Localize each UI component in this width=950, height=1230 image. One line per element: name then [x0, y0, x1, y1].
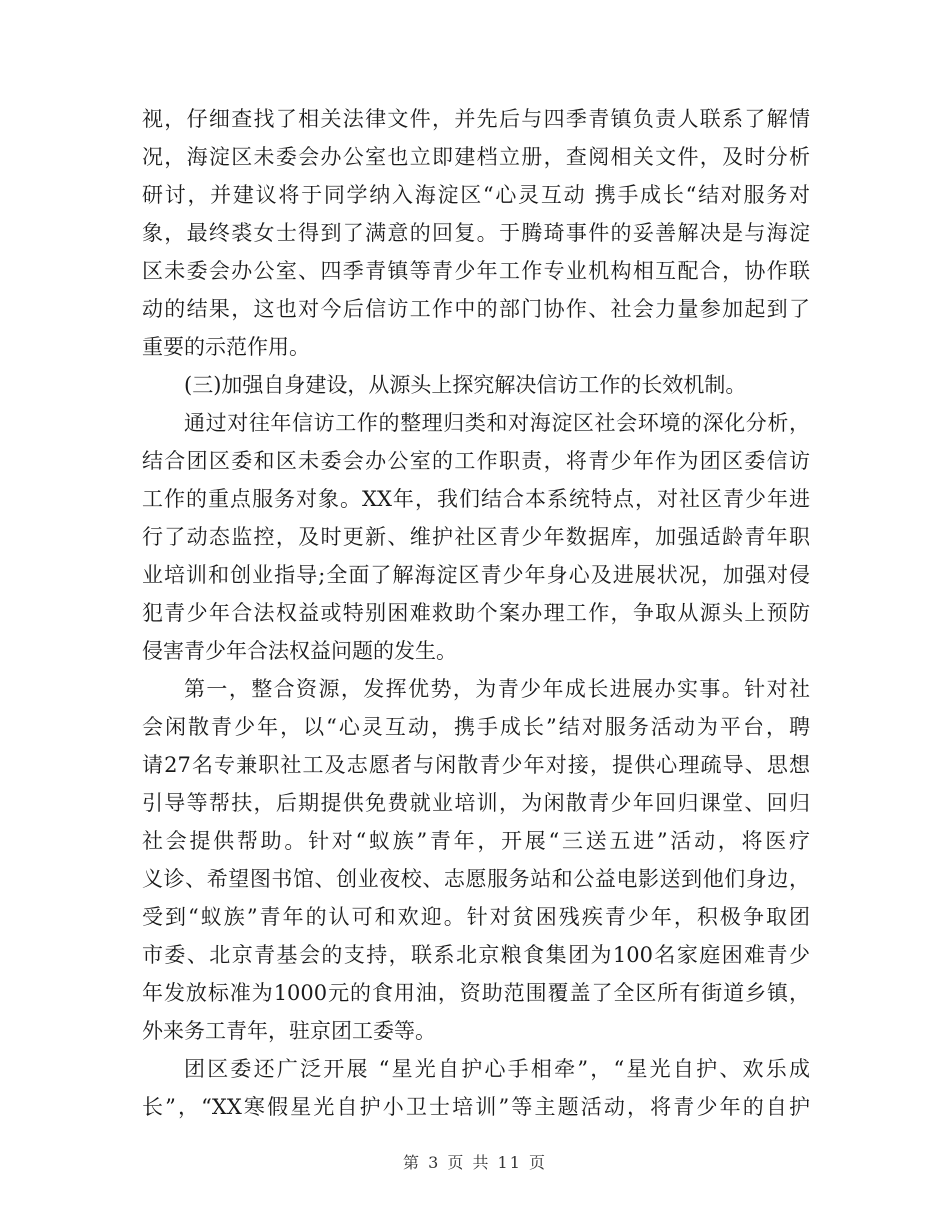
- para-analysis-line: 犯青少年合法权益或特别困难救助个案办理工作，争取从源头上预防: [142, 601, 810, 625]
- para-first-point-line: 年发放标准为1000元的食用油，资助范围覆盖了全区所有街道乡镇，: [142, 981, 810, 1005]
- para-first-point-line: 社会提供帮助。针对“蚁族”青年，开展“三送五进”活动，将医疗: [142, 829, 810, 853]
- para-continuation-line: 视，仔细查找了相关法律文件，并先后与四季青镇负责人联系了解情: [142, 107, 810, 131]
- page-footer: 第 3 页 共 11 页: [403, 1153, 547, 1172]
- para-first-point-line: 会闲散青少年，以“心灵互动，携手成长”结对服务活动为平台，聘: [142, 715, 810, 739]
- para-first-point-line: 外来务工青年，驻京团工委等。: [142, 1019, 436, 1043]
- para-first-point-line: 市委、北京青基会的支持，联系北京粮食集团为100名家庭困难青少: [142, 943, 810, 967]
- document-body: [142, 100, 810, 1126]
- para-analysis-line: 工作的重点服务对象。XX年，我们结合本系统特点，对社区青少年进: [142, 487, 810, 511]
- para-continuation-line: 重要的示范作用。: [142, 335, 310, 359]
- para-continuation-line: 研讨，并建议将于同学纳入海淀区“心灵互动 携手成长“结对服务对: [142, 183, 810, 207]
- para-section-heading-line: (三)加强自身建设，从源头上探究解决信访工作的长效机制。: [184, 373, 747, 397]
- para-continuation-line: 动的结果，这也对今后信访工作中的部门协作、社会力量参加起到了: [142, 297, 810, 321]
- para-analysis-line: 通过对往年信访工作的整理归类和对海淀区社会环境的深化分析，: [184, 411, 810, 435]
- para-first-point-line: 第一，整合资源，发挥优势，为青少年成长进展办实事。针对社: [184, 677, 810, 701]
- para-first-point-line: 请27名专兼职社工及志愿者与闲散青少年对接，提供心理疏导、思想: [142, 753, 810, 777]
- para-activities-line: 长”，“XX寒假星光自护小卫士培训”等主题活动，将青少年的自护: [142, 1095, 810, 1119]
- para-first-point-line: 受到“蚁族”青年的认可和欢迎。针对贫困残疾青少年，积极争取团: [142, 905, 810, 929]
- para-analysis-line: 结合团区委和区未委会办公室的工作职责，将青少年作为团区委信访: [142, 449, 810, 473]
- para-first-point-line: 引导等帮扶，后期提供免费就业培训，为闲散青少年回归课堂、回归: [142, 791, 810, 815]
- para-activities-line: 团区委还广泛开展 “星光自护心手相牵”，“星光自护、欢乐成: [184, 1057, 810, 1081]
- para-analysis-line: 行了动态监控，及时更新、维护社区青少年数据库，加强适龄青年职: [142, 525, 810, 549]
- para-continuation-line: 象，最终裘女士得到了满意的回复。于腾琦事件的妥善解决是与海淀: [142, 221, 810, 245]
- para-first-point-line: 义诊、希望图书馆、创业夜校、志愿服务站和公益电影送到他们身边，: [142, 867, 810, 891]
- para-analysis-line: 业培训和创业指导;全面了解海淀区青少年身心及进展状况，加强对侵: [142, 563, 810, 587]
- para-continuation-line: 区未委会办公室、四季青镇等青少年工作专业机构相互配合，协作联: [142, 259, 810, 283]
- para-analysis-line: 侵害青少年合法权益问题的发生。: [142, 639, 457, 663]
- para-continuation-line: 况，海淀区未委会办公室也立即建档立册，查阅相关文件，及时分析: [142, 145, 810, 169]
